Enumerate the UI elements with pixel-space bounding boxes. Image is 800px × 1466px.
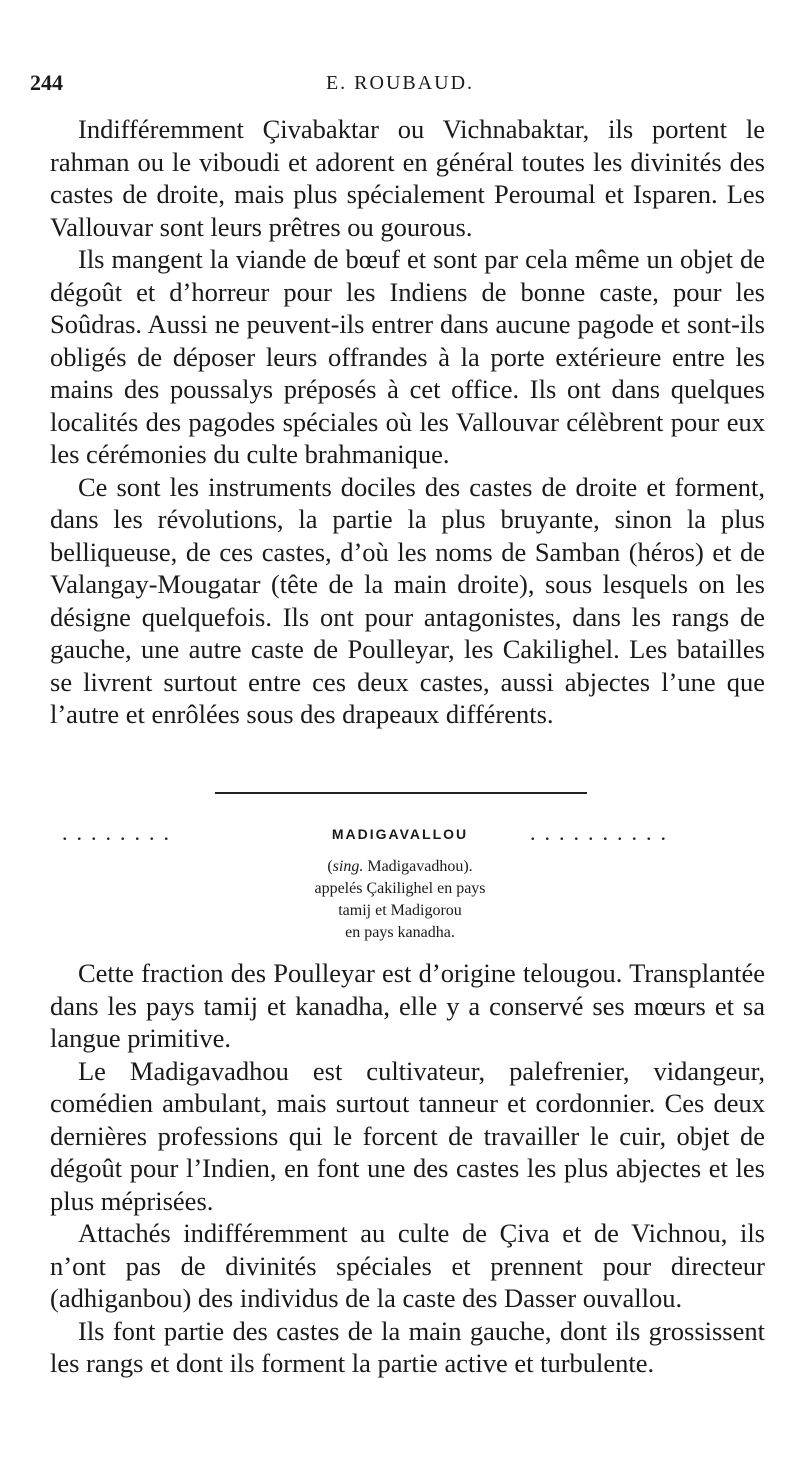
paragraph: Ils font partie des castes de la main gauche, dont ils grossissent les rangs et dont ils forment la partie active et turbulente. [50,1315,765,1378]
section-subtitle [0,856,800,944]
text-block-top [50,113,765,731]
paragraph: Ce sont les instruments dociles des castes de droite et forment, dans les révolutions, la partie la plus bruyante, sinon la plus belliqueuse, de ces castes, d’où les noms de Samban (héros) et de Valangay-Mougatar (tête de la main droite), sous lesquels on les désigne quelquefois. Ils ont pour antagonistes, dans les rangs de gauche, une autre caste de Poulleyar, les Cakilighel. Les batailles se livrent surtout entre ces deux castes, aussi abjectes l’une que l’autre et enrôlées sous des drapeaux différents. [50,471,765,729]
section-meta-line: tamij et Madigorou [338,902,462,919]
section-title: MADIGAVALLOU [331,826,469,842]
page-header [30,70,770,104]
text-block-bottom [50,957,765,1380]
section-meta-line: appelés Çakilighel en pays [314,880,486,897]
paragraph: Ils mangent la viande de bœuf et sont par cela même un objet de dégoût et d’horreur pour les Indiens de bonne caste, pour les Soûdras. Aussi ne peuvent-ils entrer dans aucune pagode et sont-ils obligés de déposer leurs offrandes à la porte extérieure entre les mains des poussalys préposés à cet office. Ils ont dans quelques localités des pagodes spéciales où les Vallouvar célèbrent pour eux les cérémonies du culte brahmanique. [50,244,765,469]
section-meta-line: en pays kanadha. [345,924,455,941]
sing-label: sing. [332,858,364,875]
section-divider [215,792,587,794]
section-sing-line: (sing. Madigavadhou). [327,858,473,875]
sing-value: Madigavadhou). [367,858,473,875]
page-number: 244 [30,70,63,95]
running-head: E. ROUBAUD. [325,72,475,94]
paragraph: Cette fraction des Poulleyar est d’origine telougou. Transplantée dans les pays tamij et kanadha, elle y a conservé ses mœurs et sa langue primitive. [50,958,765,1053]
paragraph: Indifféremment Çivabaktar ou Vichnabaktar, ils portent le rahman ou le viboudi et adorent en général toutes les divinités des castes de droite, mais plus spécialement Peroumal et Isparen. Les Vallouvar sont leurs prêtres ou gourous. [50,114,765,242]
leader-dots-left: ........ [62,820,178,845]
leader-dots-right: .......... [530,820,675,845]
paragraph: Attachés indifféremment au culte de Çiva et de Vichnou, ils n’ont pas de divinités spéciales et prennent pour directeur (adhiganbou) des individus de la caste des Dasser ouvallou. [50,1218,765,1313]
paragraph: Le Madigavadhou est cultivateur, palefrenier, vidangeur, comédien ambulant, mais surtout tanneur et cordonnier. Ces deux dernières professions qui le forcent de travailler le cuir, objet de dégoût pour l’Indien, en font une des castes les plus abjectes et les plus méprisées. [50,1055,765,1216]
